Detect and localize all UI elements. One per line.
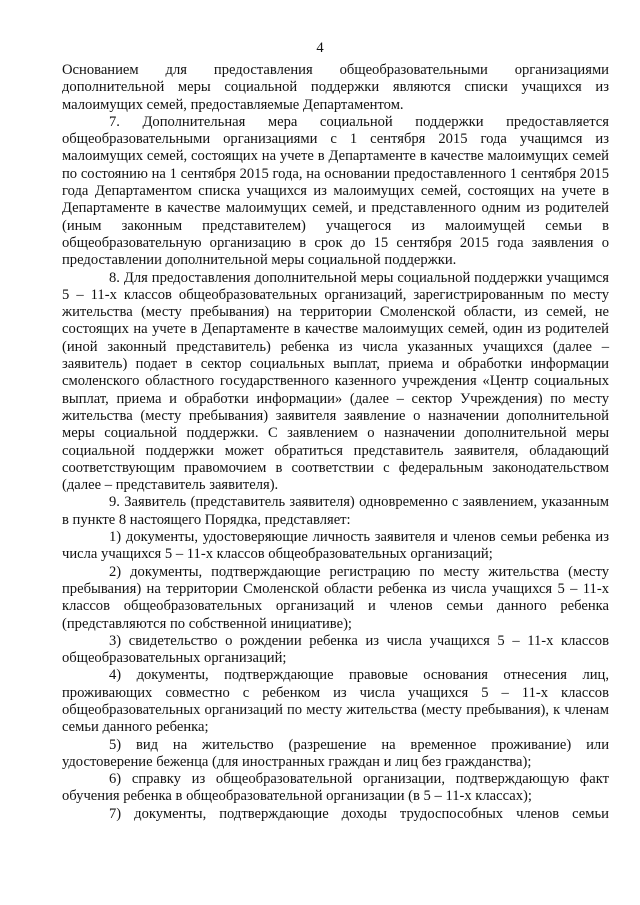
list-item-2: 2) документы, подтверждающие регистрацию по месту жительства (месту пребывания) на территории Смоленской области ребенка из числа учащихся 5 – 11-х классов общеобразовательных организаций и членов семьи данного ребенка (представляются по собственной инициативе);	[62, 563, 609, 632]
list-item-7: 7) документы, подтверждающие доходы трудоспособных членов семьи	[109, 805, 609, 822]
paragraph-basis: Основанием для предоставления общеобразовательными организациями дополнительной меры социальной поддержки являются списки учащихся из малоимущих семей, предоставляемые Департаментом.	[62, 62, 609, 113]
list-item-5: 5) вид на жительство (разрешение на временное проживание) или удостоверение беженца (для иностранных граждан и лиц без гражданства);	[62, 736, 609, 770]
page-number: 4	[316, 40, 324, 56]
paragraph-item-9: 9. Заявитель (представитель заявителя) одновременно с заявлением, указанным в пункте 8 настоящего Порядка, представляет:	[62, 494, 609, 528]
paragraph-item-8: 8. Для предоставления дополнительной меры социальной поддержки учащимся 5 – 11-х классов общеобразовательных организаций, зарегистрированным по месту жительства (месту пребывания) на территории Смоленской области, из семей, не состоящих на учете в Департаменте в качестве малоимущих семей, один из родителей (иной законный представитель) ребенка из числа указанных учащихся (далее – заявитель) подает в сектор социальных выплат, приема и обработки информации смоленского областного государственного казенного учреждения «Центр социальных выплат, приема и обработки информации» (далее – сектор Учреждения) по месту жительства (месту пребывания) заявителя заявление о назначении дополнительной меры социальной поддержки. С заявлением о назначении дополнительной меры социальной поддержки может обратиться представитель заявителя, обладающий соответствующим правомочием в соответствии с федеральным законодательством (далее – представитель заявителя).	[62, 269, 609, 494]
list-item-4: 4) документы, подтверждающие правовые основания отнесения лиц, проживающих совместно с ребенком из числа учащихся 5 – 11-х классов общеобразовательных организаций по месту жительства (месту пребывания), к членам семьи данного ребенка;	[62, 667, 609, 736]
list-item-3: 3) свидетельство о рождении ребенка из числа учащихся 5 – 11-х классов общеобразовательных организаций;	[62, 632, 609, 667]
list-item-6: 6) справку из общеобразовательной организации, подтверждающую факт обучения ребенка в общеобразовательной организации (в 5 – 11-х классах);	[62, 771, 609, 805]
list-item-1: 1) документы, удостоверяющие личность заявителя и членов семьи ребенка из числа учащихся 5 – 11-х классов общеобразовательных организаций;	[62, 529, 609, 563]
document-body	[62, 62, 609, 823]
paragraph-item-7: 7. Дополнительная мера социальной поддержки предоставляется общеобразовательными организациями с 1 сентября 2015 года учащимся из малоимущих семей, состоящих на учете в Департаменте в качестве малоимущих семей по состоянию на 1 сентября 2015 года, на основании предоставленного 1 сентября 2015 года Департаментом списка учащихся из малоимущих семей, состоящих на учете в Департаменте в качестве малоимущих семей, и представленного одним из родителей (иным законным представителем) учащегося из малоимущей семьи в общеобразовательную организацию в срок до 15 сентября 2015 года заявления о предоставлении дополнительной меры социальной поддержки.	[62, 113, 609, 269]
